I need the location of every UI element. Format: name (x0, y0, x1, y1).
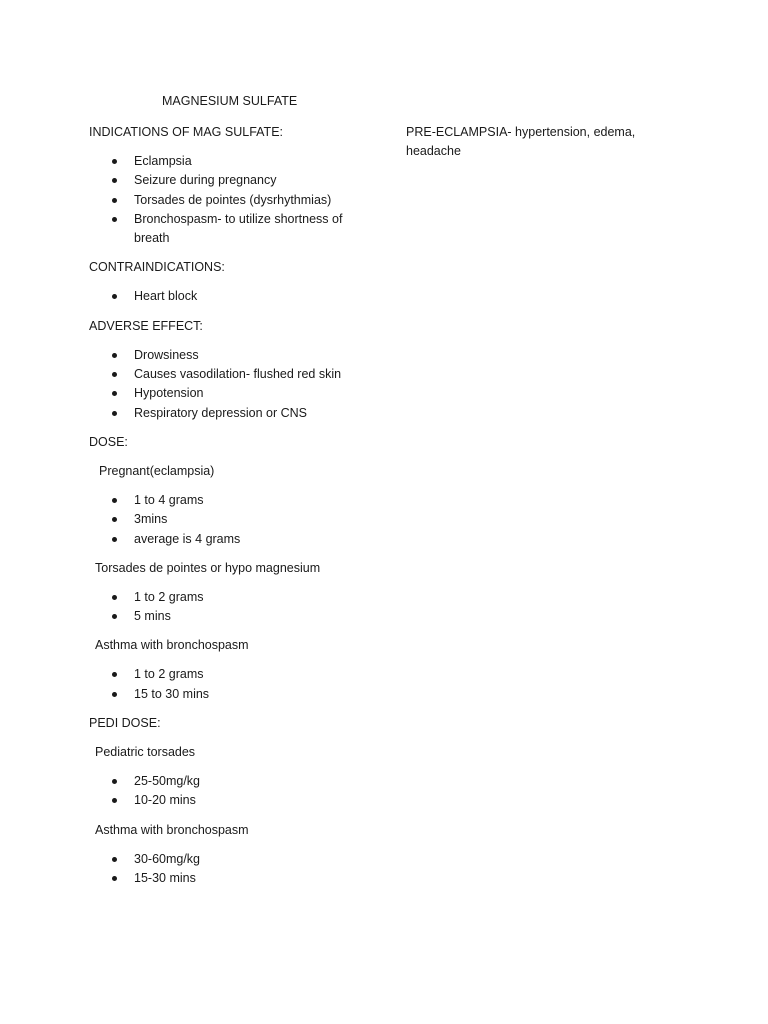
bullet-icon (112, 798, 117, 803)
list-item-text: Causes vasodilation- flushed red skin (134, 367, 342, 382)
document-title: MAGNESIUM SULFATE (162, 94, 298, 108)
list-item-text: Torsades de pointes (dysrhythmias) (134, 192, 332, 207)
list-item-text: 15 to 30 mins (134, 686, 210, 701)
pedi-dose-heading: PEDI DOSE: (89, 716, 161, 731)
bullet-icon (112, 876, 117, 881)
list-item (89, 210, 374, 249)
list-item-text: 1 to 2 grams (134, 589, 204, 604)
dose-group-list (89, 491, 374, 549)
list-item-text: 25-50mg/kg (134, 774, 201, 789)
contraindications-list (89, 287, 374, 306)
list-item-text: Heart block (134, 289, 198, 304)
bullet-icon (112, 857, 117, 862)
list-item-text: Bronchospasm- to utilize shortness of breath (134, 211, 343, 246)
dose-group-label: Pregnant(eclampsia) (99, 463, 215, 478)
list-item-text: Respiratory depression or CNS (134, 405, 307, 420)
list-item (89, 665, 374, 684)
indications-heading: INDICATIONS OF MAG SULFATE: (89, 125, 284, 139)
bullet-icon (112, 595, 117, 600)
bullet-icon (112, 391, 117, 396)
pre-eclampsia-note: PRE-ECLAMPSIA- hypertension, edema, headache (406, 125, 636, 158)
bullet-icon (112, 294, 117, 299)
list-item-text: Seizure during pregnancy (134, 173, 277, 188)
dose-group-label: Asthma with bronchospasm (95, 638, 249, 653)
bullet-icon (112, 411, 117, 416)
list-item-text: Eclampsia (134, 154, 192, 168)
bullet-icon (112, 372, 117, 377)
list-item-text: Hypotension (134, 386, 204, 401)
dose-group-list (89, 588, 374, 627)
list-item (89, 791, 374, 810)
list-item (89, 287, 374, 306)
pedi-group-list (89, 772, 374, 811)
list-item-text: 1 to 4 grams (134, 492, 204, 507)
list-item-text: average is 4 grams (134, 531, 241, 546)
list-item (89, 346, 374, 365)
bullet-icon (112, 537, 117, 542)
list-item (89, 171, 374, 190)
pedi-group-label: Pediatric torsades (95, 745, 196, 760)
list-item-text: 10-20 mins (134, 793, 196, 808)
list-item (89, 850, 374, 869)
list-item (89, 772, 374, 791)
pedi-group-list (89, 850, 374, 889)
bullet-icon (112, 672, 117, 677)
adverse-effect-list (89, 346, 374, 423)
list-item (89, 607, 374, 626)
list-item (89, 588, 374, 607)
list-item (89, 384, 374, 403)
dose-group-label: Torsades de pointes or hypo magnesium (95, 560, 321, 575)
dose-group-list (89, 665, 374, 704)
list-item (89, 491, 374, 510)
bullet-icon (112, 198, 117, 203)
bullet-icon (112, 614, 117, 619)
indications-list (89, 152, 374, 248)
list-item-text: 1 to 2 grams (134, 667, 204, 682)
bullet-icon (112, 353, 117, 358)
list-item (89, 530, 374, 549)
list-item (89, 869, 374, 888)
bullet-icon (112, 178, 117, 183)
bullet-icon (112, 159, 117, 164)
list-item (89, 685, 374, 704)
main-content (89, 123, 374, 898)
dose-heading: DOSE: (89, 434, 128, 449)
bullet-icon (112, 692, 117, 697)
list-item-text: 30-60mg/kg (134, 851, 201, 866)
list-item (89, 510, 374, 529)
adverse-effect-heading: ADVERSE EFFECT: (89, 318, 203, 333)
list-item-text: 15-30 mins (134, 870, 196, 885)
list-item-text: 5 mins (134, 609, 171, 624)
pedi-group-label: Asthma with bronchospasm (95, 822, 249, 837)
contraindications-heading: CONTRAINDICATIONS: (89, 260, 225, 275)
list-item (89, 404, 374, 423)
bullet-icon (112, 779, 117, 784)
list-item (89, 152, 374, 171)
bullet-icon (112, 498, 117, 503)
bullet-icon (112, 517, 117, 522)
list-item (89, 191, 374, 210)
list-item-text: 3mins (134, 512, 168, 527)
bullet-icon (112, 217, 117, 222)
list-item-text: Drowsiness (134, 347, 199, 362)
list-item (89, 365, 374, 384)
